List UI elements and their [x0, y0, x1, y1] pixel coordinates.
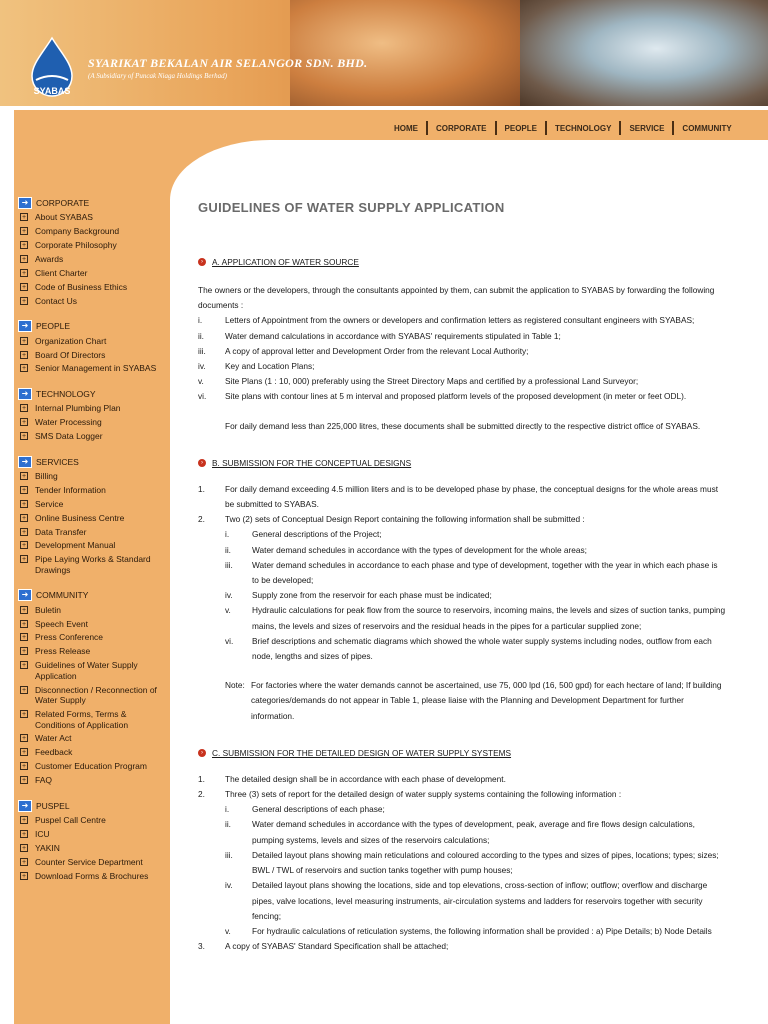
nav-link-corporate[interactable]: CORPORATE	[436, 123, 487, 133]
sidebar-item[interactable]	[18, 843, 168, 854]
sidebar-item[interactable]	[18, 709, 168, 730]
section-c-list	[198, 772, 726, 954]
list-item-number: i.	[198, 315, 203, 326]
list-item-text: Water demand schedules in accordance with the types of development, peak, average and fire flows design calculations, pumping systems, levels and sizes of the reservoirs calculations;	[252, 819, 695, 845]
list-item-number: i.	[225, 804, 230, 815]
plus-box-icon: +	[21, 711, 27, 719]
list-item	[198, 313, 726, 328]
sidebar-item[interactable]	[18, 296, 168, 307]
plus-box-icon: +	[21, 763, 27, 771]
sidebar-item[interactable]	[18, 282, 168, 293]
sidebar-item[interactable]	[18, 268, 168, 279]
list-item-number: iv.	[198, 361, 206, 372]
company-subtitle: (A Subsidiary of Puncak Niaga Holdings Berhad)	[88, 72, 227, 80]
nav-link-community[interactable]: COMMUNITY	[682, 123, 732, 133]
list-item-text: Two (2) sets of Conceptual Design Report containing the following information shall be submitted :	[225, 514, 585, 525]
main-content	[198, 200, 726, 954]
sidebar-item-label: Internal Plumbing Plan	[35, 403, 121, 414]
list-item-text: Site Plans (1 : 10, 000) preferably using the Street Directory Maps and certified by a professional Land Surveyor;	[225, 376, 639, 387]
list-item-text: Detailed layout plans showing main reticulations and coloured according to the types and sizes of pipes, locations; types; sizes; BWL / TWL of reservoirs and suction tanks together with pump houses;	[252, 849, 719, 876]
sidebar-section-title: CORPORATE	[36, 198, 90, 208]
sidebar-section-services[interactable]	[18, 456, 168, 468]
list-item-text: Letters of Appointment from the owners or developers and confirmation letters as registered consultant engineers with SYABAS;	[225, 315, 695, 326]
plus-box-icon: +	[21, 528, 27, 536]
list-item	[198, 558, 726, 588]
plus-box-icon: +	[21, 662, 27, 670]
sidebar-section-technology[interactable]	[18, 388, 168, 400]
plus-box-icon: +	[21, 365, 27, 373]
list-item	[198, 848, 726, 878]
sidebar-item-label: Contact Us	[35, 295, 78, 306]
list-item	[198, 878, 726, 924]
sidebar-item[interactable]	[18, 646, 168, 657]
list-item-text: For hydraulic calculations of reticulation systems, the following information shall be provided : a) Pipe Details; b) Node Details	[252, 925, 712, 936]
plus-box-icon: +	[21, 858, 27, 866]
sidebar-item[interactable]	[18, 747, 168, 758]
plus-box-icon: +	[21, 648, 27, 656]
sidebar-section-corporate[interactable]	[18, 197, 168, 209]
sidebar-item-label: Water Processing	[35, 417, 102, 428]
sidebar-item[interactable]	[18, 226, 168, 237]
nav-link-service[interactable]: SERVICE	[629, 123, 665, 133]
plus-box-icon: +	[21, 514, 27, 522]
sidebar-item-label: Development Manual	[35, 540, 116, 551]
list-item-number: v.	[225, 925, 231, 936]
plus-box-icon: +	[21, 620, 27, 628]
list-item-text: Supply zone from the reservoir for each phase must be indicated;	[252, 590, 492, 601]
list-item	[198, 374, 726, 389]
sidebar-item-label: YAKIN	[35, 842, 60, 853]
sidebar-item-label: Data Transfer	[35, 526, 87, 537]
sidebar-item[interactable]	[18, 363, 168, 374]
sidebar-item[interactable]	[18, 632, 168, 643]
sidebar-item-label: Press Conference	[35, 632, 104, 643]
list-item-number: 1.	[198, 483, 205, 494]
sidebar-item[interactable]	[18, 540, 168, 551]
sidebar-item-label: Feedback	[35, 747, 73, 758]
sidebar-item-label: FAQ	[35, 775, 53, 786]
section-a-intro: The owners or the developers, through the consultants appointed by them, can submit the application to SYABAS by forwarding the following documents :	[198, 285, 715, 311]
sidebar-item[interactable]	[18, 350, 168, 361]
list-item-text: Water demand calculations in accordance with SYABAS' requirements stipulated in Table 1;	[225, 330, 561, 341]
sidebar-item-label: Counter Service Department	[35, 856, 143, 867]
list-item-number: 2.	[198, 789, 205, 800]
sidebar-item[interactable]	[18, 871, 168, 882]
plus-box-icon: +	[21, 817, 27, 824]
plus-box-icon: +	[21, 542, 27, 550]
sidebar-item[interactable]	[18, 605, 168, 616]
sidebar-section-title: SERVICES	[36, 456, 79, 467]
top-nav	[386, 121, 740, 135]
list-item	[198, 527, 726, 542]
plus-box-icon: +	[21, 830, 27, 838]
sidebar-item[interactable]	[18, 471, 168, 482]
sidebar-item[interactable]	[18, 431, 168, 442]
list-item	[198, 939, 726, 954]
sidebar-item[interactable]	[18, 336, 168, 347]
list-item	[198, 802, 726, 817]
plus-box-icon: +	[21, 777, 27, 785]
section-a-heading: › A. APPLICATION OF WATER SOURCE	[198, 257, 726, 267]
section-c-heading: › C. SUBMISSION FOR THE DETAILED DESIGN OF WATER SUPPLY SYSTEMS	[198, 748, 726, 758]
banner-photo-water	[520, 0, 768, 108]
sidebar-item-label: Code of Business Ethics	[35, 281, 128, 292]
plus-box-icon: +	[21, 433, 27, 441]
sidebar-item-label: Disconnection / Reconnection of Water Supply	[35, 684, 157, 706]
list-item-number: 1.	[198, 773, 205, 784]
list-item-number: v.	[225, 605, 231, 616]
plus-box-icon: +	[21, 556, 27, 564]
list-item-text: Hydraulic calculations for peak flow from the source to reservoirs, incoming mains, the levels and sizes of suction tanks, pumping mains, the levels and sizes of reservoirs and the residual heads in the pipes for a particular supplied zone;	[252, 605, 726, 631]
section-a-list	[198, 313, 726, 404]
sidebar-item[interactable]	[18, 254, 168, 265]
sidebar-item[interactable]	[18, 660, 168, 681]
sidebar-section-title: PEOPLE	[36, 321, 71, 332]
list-item	[198, 329, 726, 344]
header-banner	[0, 0, 768, 108]
arrow-right-icon: ➜	[18, 456, 32, 468]
sidebar-item-label: Senior Management in SYABAS	[35, 363, 157, 374]
plus-box-icon: +	[21, 634, 27, 642]
sidebar-item[interactable]	[18, 761, 168, 772]
list-item	[198, 787, 726, 802]
sidebar-item[interactable]	[18, 417, 168, 428]
section-a-note: For daily demand less than 225,000 litres, these documents shall be submitted directly to the respective district office of SYABAS.	[225, 420, 701, 431]
sidebar-section-puspel[interactable]	[18, 800, 168, 812]
sidebar-item-label: Water Act	[35, 733, 72, 744]
sidebar-item-label: Puspel Call Centre	[35, 815, 106, 825]
page-title: GUIDELINES OF WATER SUPPLY APPLICATION	[198, 200, 505, 215]
plus-box-icon: +	[21, 269, 27, 277]
sidebar-item-label: Service	[35, 498, 64, 509]
list-item	[198, 512, 726, 527]
sidebar-section-title: PUSPEL	[36, 800, 70, 811]
list-item-number: 2.	[198, 514, 205, 525]
bullet-icon: ›	[198, 749, 206, 757]
sidebar-item-label: Download Forms & Brochures	[35, 870, 149, 881]
plus-box-icon: +	[21, 606, 27, 614]
sidebar-item-label: Tender Information	[35, 484, 106, 495]
list-item-text: Water demand schedules in accordance with the types of development for the whole areas;	[252, 544, 587, 555]
sidebar-item-label: Buletin	[35, 604, 61, 615]
sidebar-section-people[interactable]	[18, 320, 168, 332]
section-b-list	[198, 482, 726, 664]
list-item	[198, 634, 726, 664]
sidebar-item[interactable]	[18, 554, 168, 575]
sidebar-item[interactable]	[18, 733, 168, 744]
sidebar-item[interactable]	[18, 240, 168, 251]
list-item-text: Detailed layout plans showing the locations, side and top elevations, cross-section of inflow; outflow; overflow and discharge pipes, valve locations, level measuring instruments, air-circulation systems and ladders for reservoirs together with security fencing;	[252, 880, 708, 921]
banner-border	[0, 106, 768, 108]
arrow-right-icon: ➜	[18, 197, 32, 209]
sidebar-item-label: Billing	[35, 470, 58, 481]
list-item	[198, 344, 726, 359]
plus-box-icon: +	[21, 351, 27, 359]
plus-box-icon: +	[21, 735, 27, 743]
list-item-text: General descriptions of each phase;	[252, 804, 385, 815]
banner-photo-people	[290, 0, 520, 108]
plus-box-icon: +	[21, 686, 27, 694]
list-item	[198, 924, 726, 939]
sidebar-item-label: Speech Event	[35, 618, 88, 629]
list-item-number: ii.	[225, 544, 231, 555]
nav-link-people[interactable]: PEOPLE	[504, 123, 537, 133]
plus-box-icon: +	[21, 256, 27, 264]
plus-box-icon: +	[21, 749, 27, 757]
sidebar-item[interactable]	[18, 403, 168, 414]
sidebar-item[interactable]	[18, 513, 168, 524]
sidebar-section-title: COMMUNITY	[36, 590, 89, 601]
list-item-number: ii.	[198, 330, 204, 341]
sidebar-item-label: Guidelines of Water Supply Application	[35, 660, 138, 681]
sidebar-item[interactable]	[18, 527, 168, 538]
sidebar-item-label: Online Business Centre	[35, 512, 125, 523]
sidebar-item[interactable]	[18, 775, 168, 786]
sidebar-menu	[18, 197, 168, 881]
bullet-icon: ›	[198, 258, 206, 266]
list-item	[198, 543, 726, 558]
list-item	[198, 817, 726, 847]
nav-link-home[interactable]: HOME	[394, 123, 418, 133]
list-item-text: General descriptions of the Project;	[252, 529, 382, 540]
plus-box-icon: +	[21, 872, 27, 880]
list-item	[198, 359, 726, 374]
section-b-heading: › B. SUBMISSION FOR THE CONCEPTUAL DESIGNS	[198, 458, 726, 468]
list-item-text: A copy of approval letter and Development Order from the relevant Local Authority;	[225, 345, 529, 356]
plus-box-icon: +	[21, 405, 27, 413]
arrow-right-icon: ➜	[18, 800, 32, 812]
arrow-right-icon: ➜	[18, 388, 32, 400]
sidebar-item-label: Press Release	[35, 646, 91, 657]
list-item	[198, 482, 726, 512]
list-item-number: iii.	[198, 345, 206, 356]
list-item-number: v.	[198, 376, 204, 387]
list-item	[198, 588, 726, 603]
sidebar-item-label: SMS Data Logger	[35, 431, 103, 442]
sidebar-item-label: Corporate Philosophy	[35, 240, 117, 251]
arrow-right-icon: ➜	[18, 320, 32, 332]
plus-box-icon: +	[21, 419, 27, 427]
list-item-number: vi.	[198, 391, 207, 402]
sidebar-item-label: Awards	[35, 254, 64, 265]
list-item-text: The detailed design shall be in accordance with each phase of development.	[225, 773, 506, 784]
plus-box-icon: +	[21, 297, 27, 305]
plus-box-icon: +	[21, 337, 27, 345]
arrow-right-icon: ➜	[18, 589, 32, 601]
sidebar-item[interactable]	[18, 619, 168, 630]
list-item-number: vi.	[225, 635, 234, 646]
list-item-text: For daily demand exceeding 4.5 million liters and is to be developed phase by phase, the conceptual designs for the whole areas must be submitted to SYABAS.	[225, 483, 719, 510]
list-item-text: Key and Location Plans;	[225, 361, 315, 372]
plus-box-icon: +	[21, 228, 27, 236]
list-item-number: iii.	[225, 849, 233, 860]
list-item-text: Brief descriptions and schematic diagrams which showed the whole water supply systems including nodes, outflow from each node, lengths and sizes of pipes.	[252, 635, 712, 662]
list-item-text: A copy of SYABAS' Standard Specification shall be attached;	[225, 941, 449, 952]
sidebar-item-label: Organization Chart	[35, 335, 107, 346]
list-item-number: i.	[225, 529, 230, 540]
plus-box-icon: +	[21, 214, 27, 222]
plus-box-icon: +	[21, 500, 27, 508]
sidebar-item[interactable]	[18, 685, 168, 706]
sidebar-section-community[interactable]	[18, 589, 168, 601]
list-item-number: iv.	[225, 590, 233, 601]
sidebar-item[interactable]	[18, 829, 168, 840]
sidebar-item-label: Company Background	[35, 226, 120, 237]
sidebar-item-label: Pipe Laying Works & Standard Drawings	[35, 554, 151, 575]
logo-text: SYABAS	[33, 86, 71, 96]
company-branding	[88, 56, 367, 80]
sidebar-item[interactable]	[18, 815, 168, 826]
sidebar-item-label: Board Of Directors	[35, 349, 106, 360]
list-item-text: Water demand schedules in accordance to each phase and type of development, together with the year in which each phase is to be developed;	[252, 559, 718, 586]
plus-box-icon: +	[21, 844, 27, 852]
sidebar-item-label: Customer Education Program	[35, 761, 147, 772]
sidebar-item[interactable]	[18, 485, 168, 496]
list-item-number: 3.	[198, 941, 205, 952]
plus-box-icon: +	[21, 486, 27, 494]
list-item-number: iv.	[225, 880, 233, 891]
syabas-logo[interactable]	[22, 36, 82, 102]
list-item-number: ii.	[225, 819, 231, 830]
sidebar-section-title: TECHNOLOGY	[36, 388, 96, 399]
company-name: SYARIKAT BEKALAN AIR SELANGOR SDN. BHD.	[88, 56, 368, 70]
list-item	[198, 772, 726, 787]
sidebar-item-label: Client Charter	[35, 267, 88, 278]
plus-box-icon: +	[21, 472, 27, 480]
bullet-icon: ›	[198, 459, 206, 467]
list-item-number: iii.	[225, 559, 233, 570]
sidebar-item-label: Related Forms, Terms & Conditions of Application	[35, 709, 129, 730]
sidebar-item-label: ICU	[35, 828, 50, 839]
plus-box-icon: +	[21, 242, 27, 250]
section-b-note: Note: For factories where the water demands cannot be ascertained, use 75, 000 lpd (16, 500 gpd) for each hectare of land; If building categories/demands do not appear in Table 1, please liaise with the Planning and Development Department for further information.	[225, 680, 722, 721]
sidebar-item[interactable]	[18, 212, 168, 223]
list-item-text: Site plans with contour lines at 5 m interval and proposed platform levels of the proposed development (in meter or feet ODL).	[225, 391, 687, 402]
list-item-text: Three (3) sets of report for the detailed design of water supply systems containing the following information :	[225, 789, 622, 800]
nav-link-technology[interactable]: TECHNOLOGY	[554, 123, 612, 133]
top-nav-bar	[0, 110, 768, 140]
list-item	[198, 603, 726, 633]
sidebar-item[interactable]	[18, 499, 168, 510]
plus-box-icon: +	[21, 283, 27, 291]
sidebar-item[interactable]	[18, 857, 168, 868]
list-item	[198, 389, 726, 404]
sidebar-item-label: About SYABAS	[35, 212, 93, 223]
